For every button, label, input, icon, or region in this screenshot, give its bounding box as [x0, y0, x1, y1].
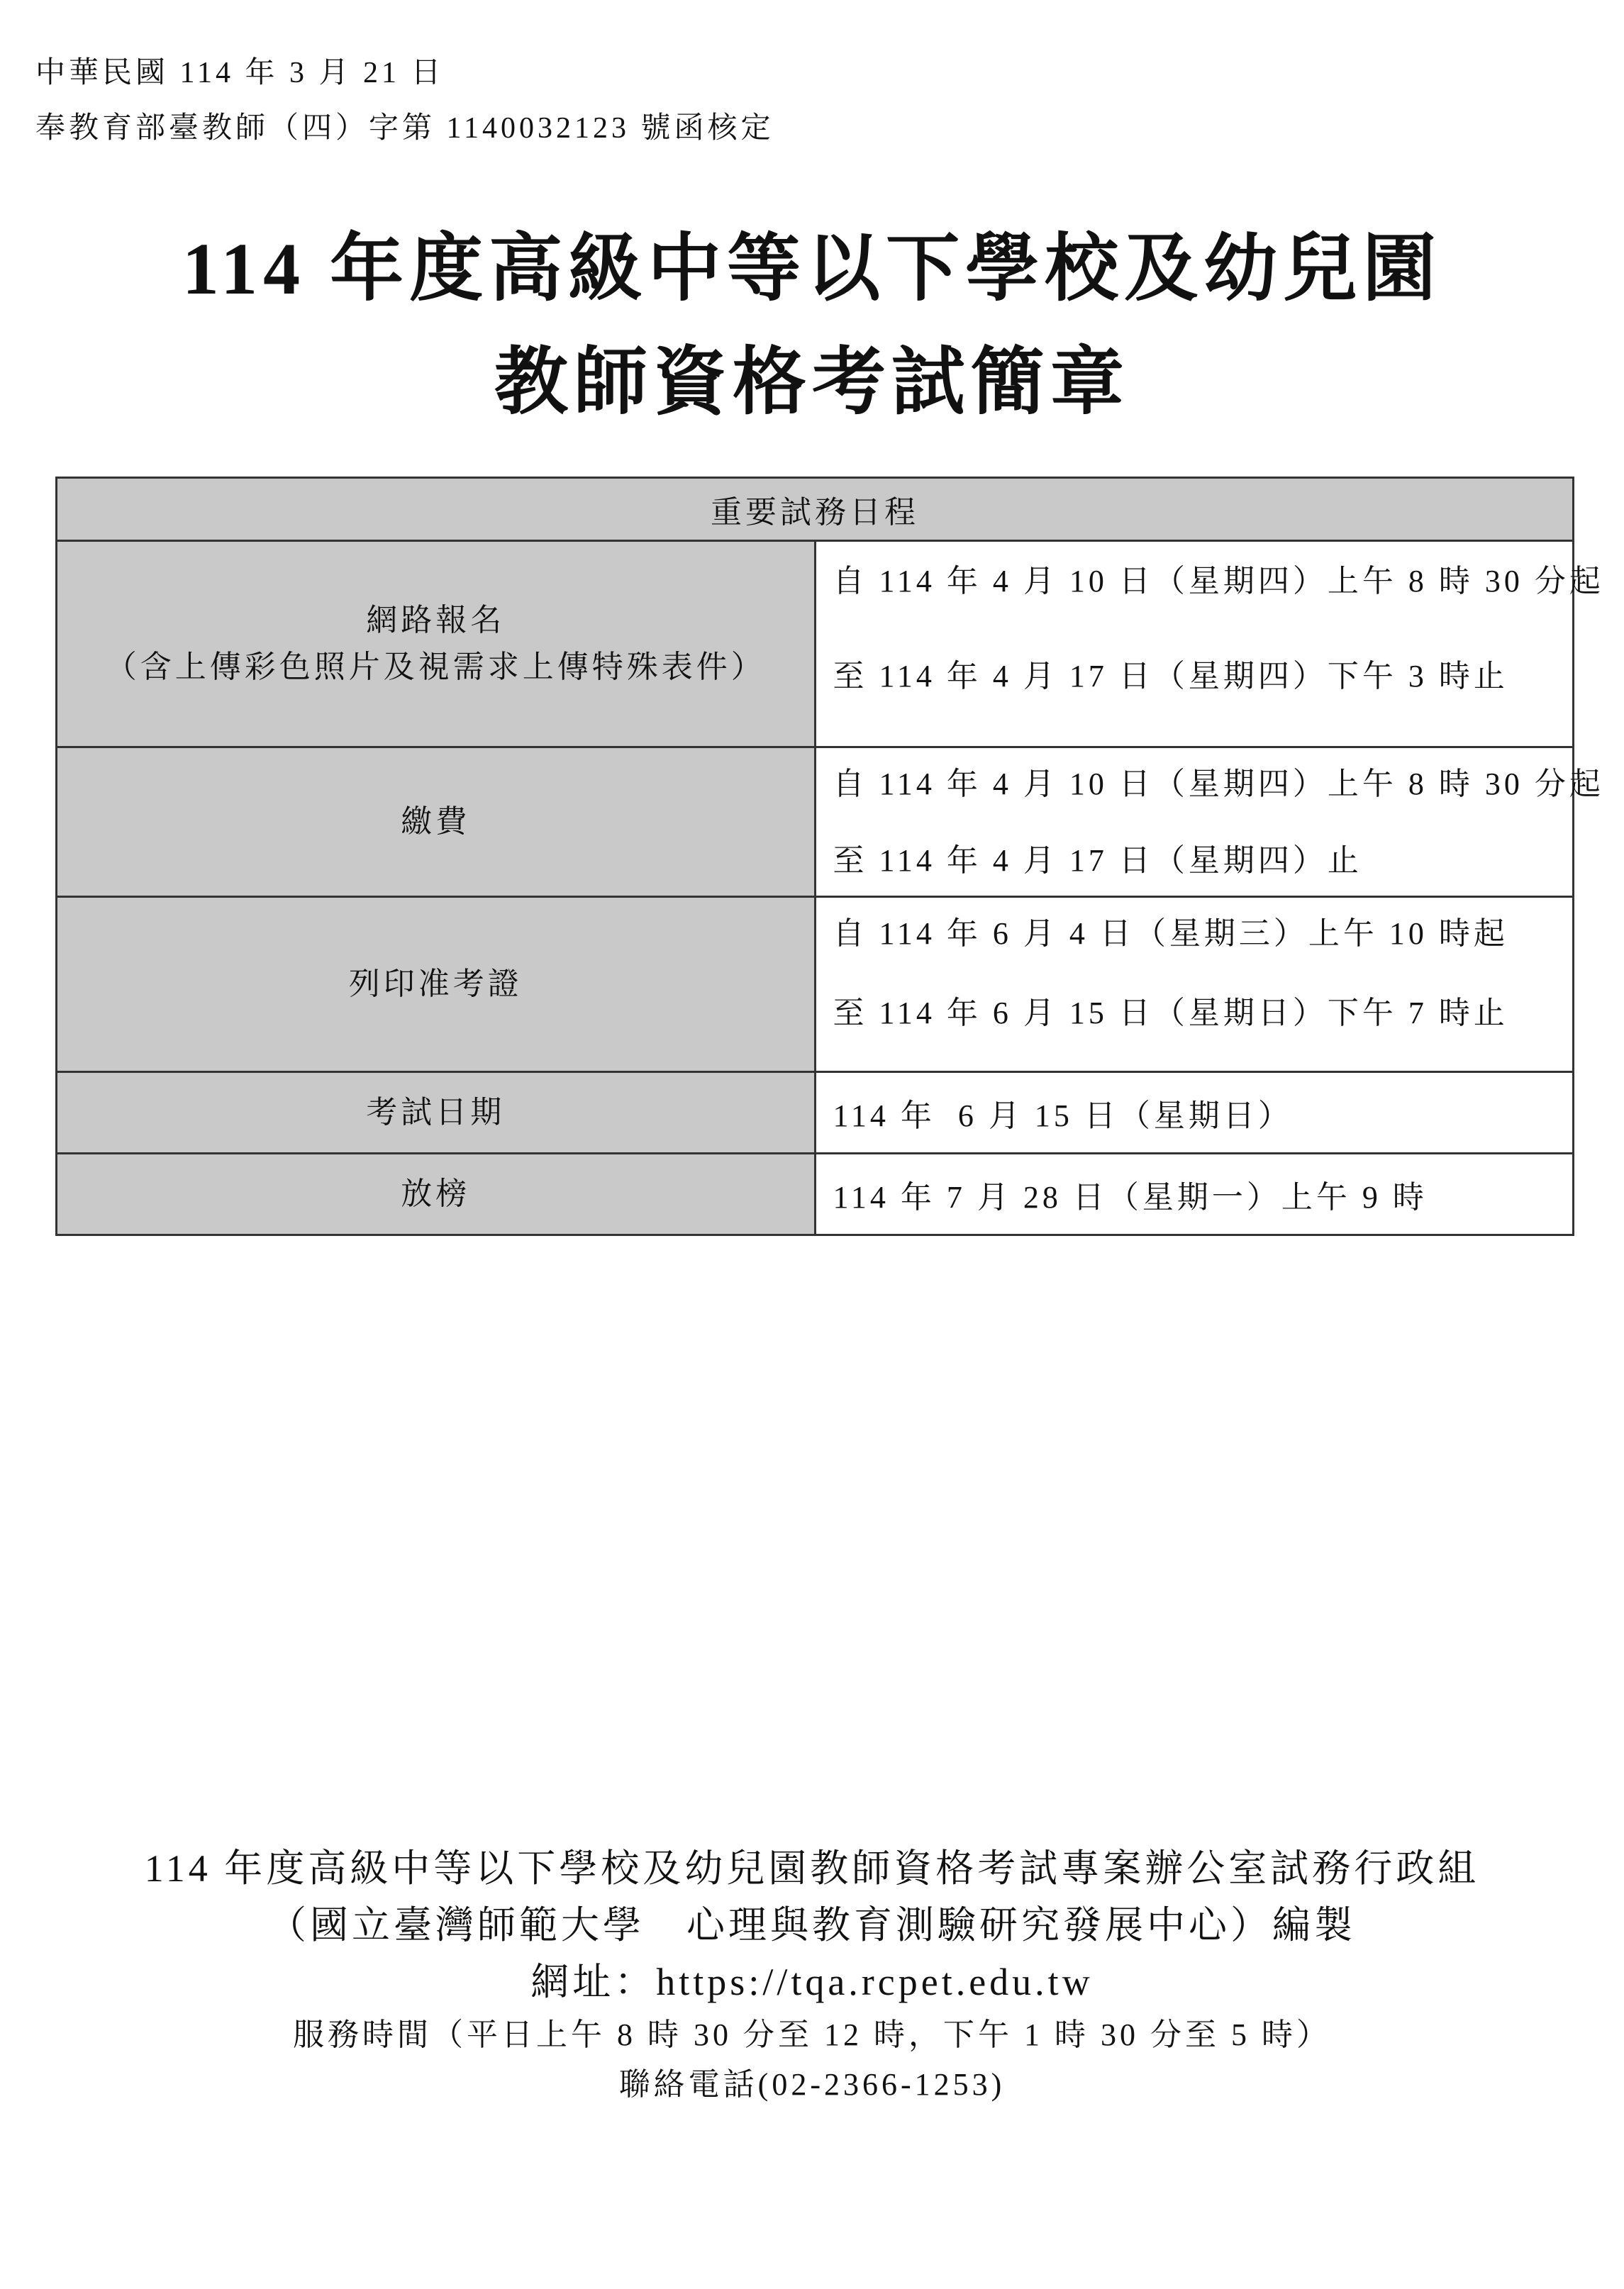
row-content-registration	[815, 541, 1604, 747]
table-row	[57, 541, 1574, 747]
row-content-exam-date	[815, 1072, 1574, 1154]
schedule-date: 114 年 6 月 15 日（星期日）	[833, 1098, 1293, 1133]
schedule-end: 至 114 年 4 月 17 日（星期四）止	[833, 843, 1362, 878]
title-line-2: 教師資格考試簡章	[494, 342, 1130, 423]
table-row	[57, 897, 1574, 1072]
table-row	[57, 747, 1574, 897]
row-label-exam-date: 考試日期	[57, 1072, 816, 1154]
row-label-text: 網路報名	[366, 603, 506, 637]
footer-producer: （國立臺灣師範大學 心理與教育測驗研究發展中心）編製	[268, 1904, 1356, 1947]
table-row	[57, 1072, 1574, 1154]
table-row	[57, 1154, 1574, 1235]
schedule-end: 至 114 年 6 月 15 日（星期日）下午 7 時止	[833, 996, 1508, 1030]
row-content-admission-ticket	[815, 897, 1574, 1072]
row-label-payment: 繳費	[57, 747, 816, 897]
approval-document-number: 奉教育部臺教師（四）字第 1140032123 號函核定	[35, 112, 774, 145]
schedule-header: 重要試務日程	[57, 478, 1574, 541]
row-content-payment	[815, 747, 1604, 897]
schedule-start: 自 114 年 4 月 10 日（星期四）上午 8 時 30 分起	[833, 564, 1604, 598]
schedule-date: 114 年 7 月 28 日（星期一）上午 9 時	[833, 1180, 1428, 1215]
footer-office: 114 年度高級中等以下學校及幼兒園教師資格考試專案辦公室試務行政組	[144, 1847, 1480, 1890]
row-label-registration	[57, 541, 816, 747]
schedule-end: 至 114 年 4 月 17 日（星期四）下午 3 時止	[833, 659, 1508, 694]
row-label-results: 放榜	[57, 1154, 816, 1235]
footer-info	[0, 1840, 1624, 2110]
document-title	[0, 213, 1624, 440]
schedule-header-row	[57, 478, 1574, 541]
schedule-start: 自 114 年 4 月 10 日（星期四）上午 8 時 30 分起	[833, 767, 1604, 801]
row-label-admission-ticket: 列印准考證	[57, 897, 816, 1072]
row-content-results	[815, 1154, 1574, 1235]
footer-phone: 聯絡電話(02-2366-1253)	[618, 2067, 1006, 2102]
row-label-note: （含上傳彩色照片及視需求上傳特殊表件）	[105, 650, 766, 684]
schedule-start: 自 114 年 6 月 4 日（星期三）上午 10 時起	[833, 916, 1508, 951]
approval-info	[35, 45, 774, 156]
approval-date: 中華民國 114 年 3 月 21 日	[35, 57, 445, 89]
title-line-1: 114 年度高級中等以下學校及幼兒園	[182, 228, 1442, 310]
footer-website: 網址：https://tqa.rcpet.edu.tw	[530, 1961, 1094, 2003]
footer-service-hours: 服務時間（平日上午 8 時 30 分至 12 時，下午 1 時 30 分至 5 時）	[293, 2017, 1331, 2052]
schedule-table	[55, 477, 1604, 1236]
